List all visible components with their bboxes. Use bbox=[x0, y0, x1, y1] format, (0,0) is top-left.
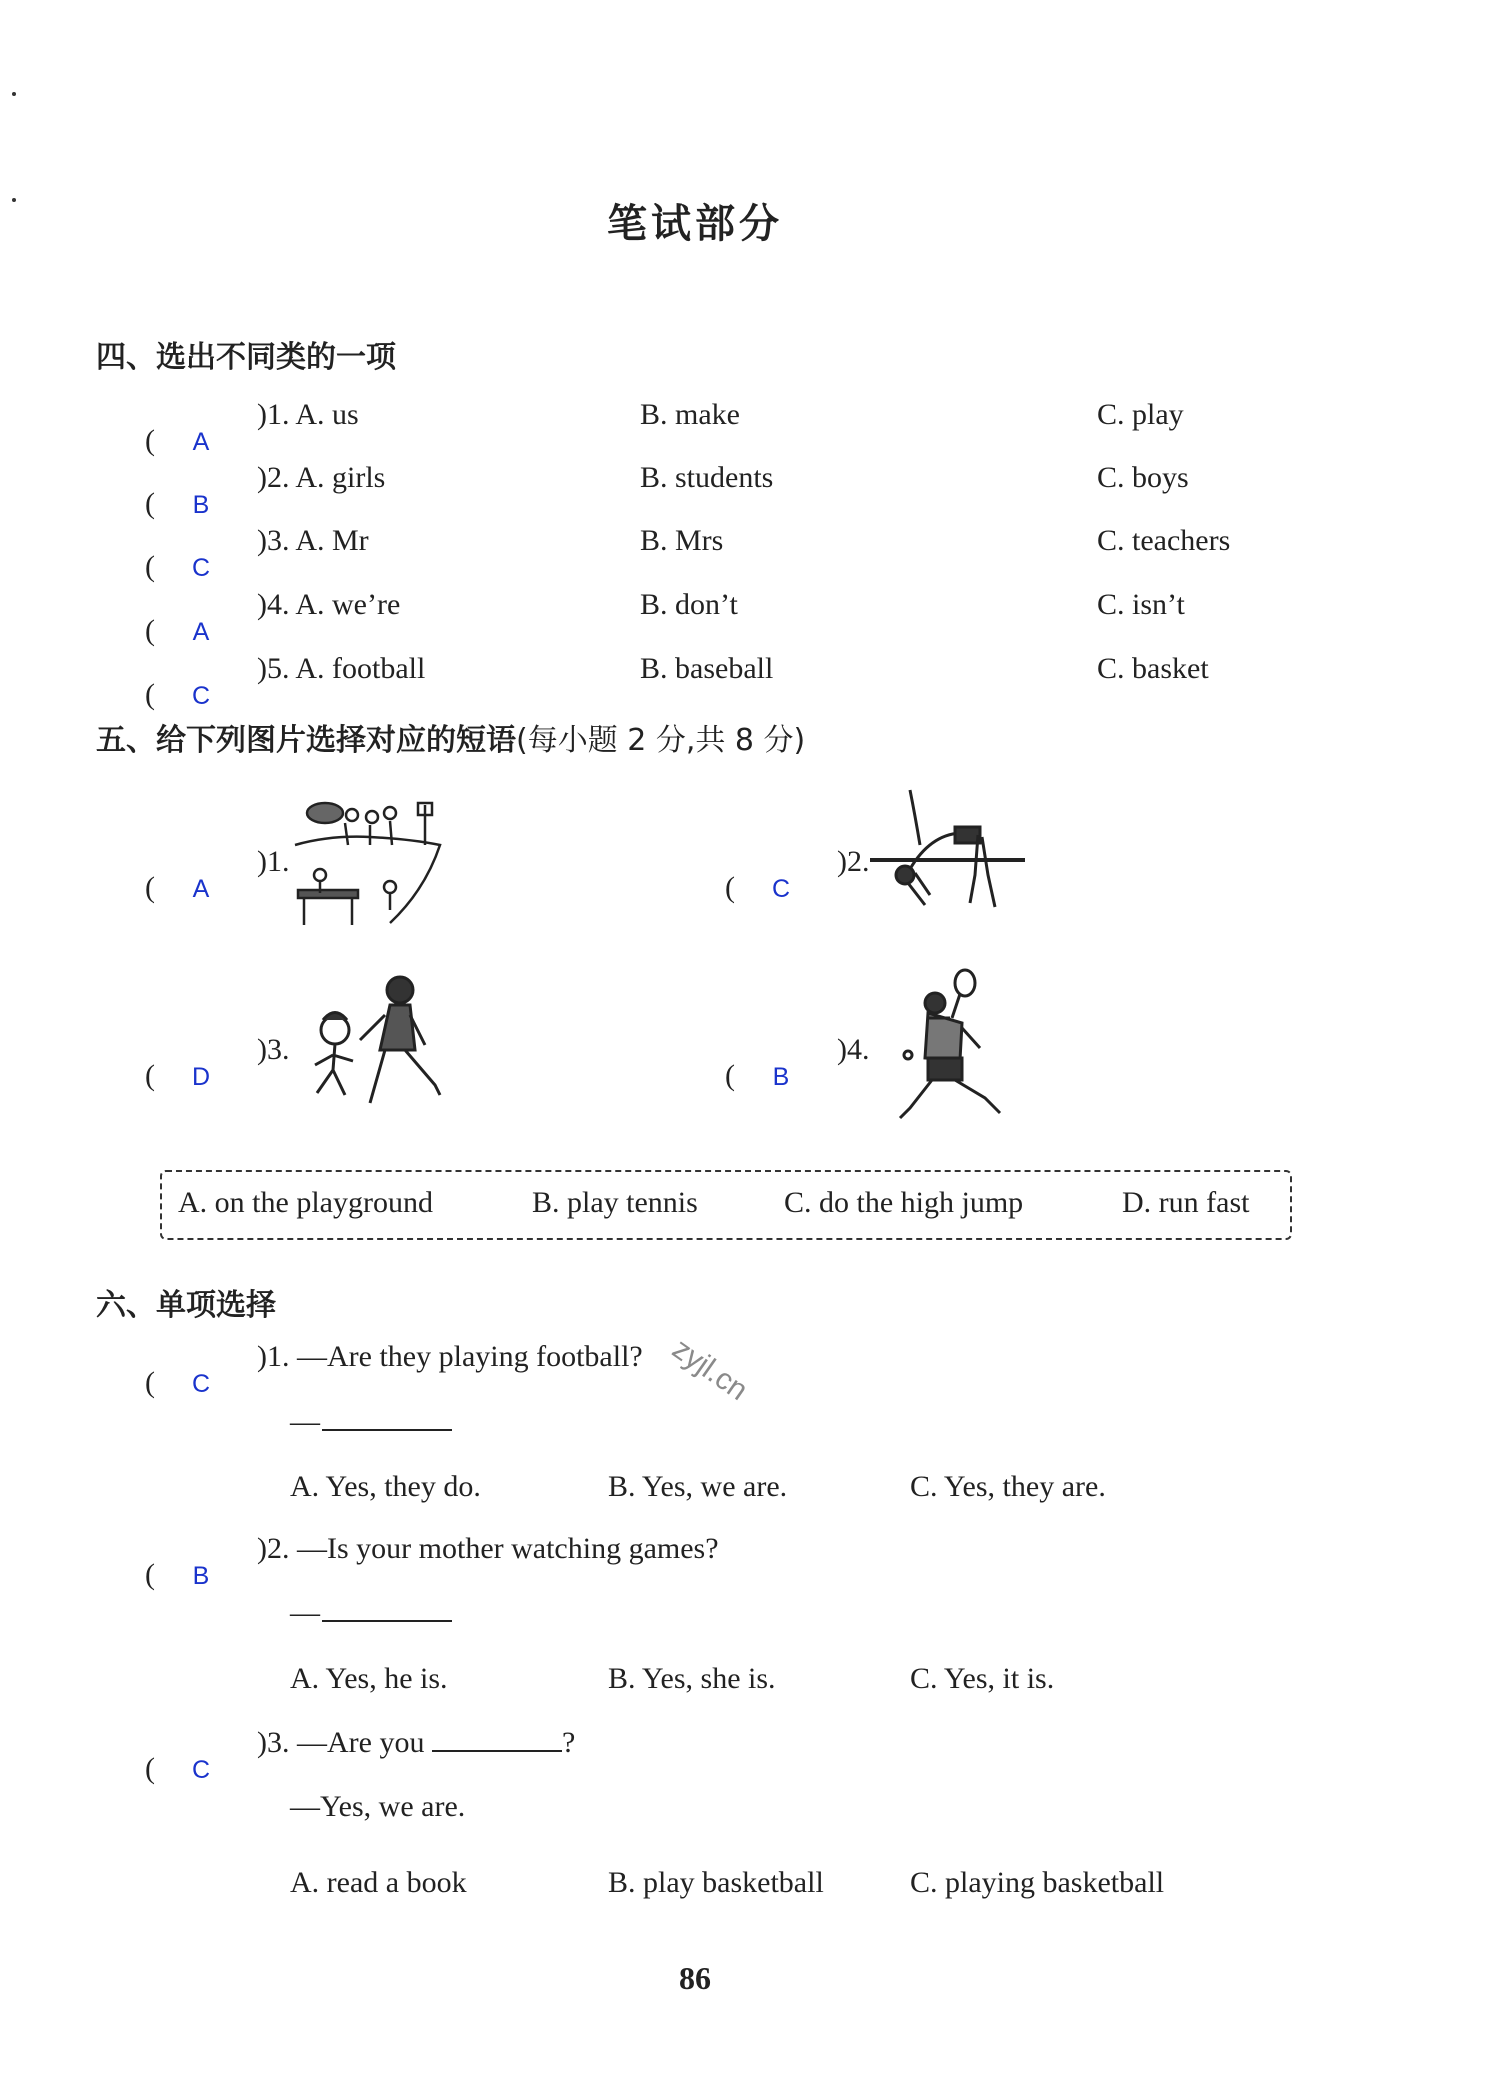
option-a: A. read a book bbox=[290, 1866, 467, 1899]
s6-item-1: ( C )1. —Are they playing football? bbox=[145, 1340, 643, 1399]
s4-item-3: ( C )3. A. Mr bbox=[145, 524, 369, 583]
tennis-picture bbox=[890, 968, 1030, 1128]
answer: A bbox=[192, 428, 210, 456]
option-b: B. Yes, we are. bbox=[608, 1470, 788, 1503]
phrase-option-d: D. run fast bbox=[1122, 1186, 1250, 1219]
running-picture bbox=[305, 975, 445, 1110]
phrase-options-box bbox=[160, 1170, 1292, 1240]
s5-item-4: ( B )4. bbox=[725, 1033, 870, 1092]
reply-text: —Yes, we are. bbox=[290, 1790, 466, 1823]
phrase-option-c: C. do the high jump bbox=[784, 1186, 1024, 1219]
answer: C bbox=[771, 875, 791, 903]
option-c: C. teachers bbox=[1097, 524, 1231, 557]
answer: C bbox=[191, 554, 211, 582]
option-c: C. Yes, they are. bbox=[910, 1470, 1106, 1503]
section6-heading: 六、单项选择 bbox=[96, 1288, 276, 1323]
s4-item-1: ( A )1. A. us bbox=[145, 398, 359, 457]
option-c: C. Yes, it is. bbox=[910, 1662, 1055, 1695]
answer: C bbox=[191, 682, 211, 710]
s4-item-4: ( A )4. A. we’re bbox=[145, 588, 401, 647]
option-a: A. Yes, they do. bbox=[290, 1470, 481, 1503]
answer-blank bbox=[322, 1409, 452, 1431]
option-b: B. Mrs bbox=[640, 524, 724, 557]
answer: C bbox=[191, 1370, 211, 1398]
margin-dot bbox=[12, 92, 16, 96]
s5-item-1: ( A )1. bbox=[145, 845, 290, 904]
answer: B bbox=[772, 1063, 790, 1091]
watermark: zyjl.cn bbox=[666, 1332, 754, 1408]
option-b: B. don’t bbox=[640, 588, 738, 621]
option-b: B. play basketball bbox=[608, 1866, 824, 1899]
high-jump-picture bbox=[870, 785, 1030, 930]
answer: B bbox=[192, 491, 210, 519]
phrase-option-b: B. play tennis bbox=[532, 1186, 698, 1219]
s4-item-2: ( B )2. A. girls bbox=[145, 461, 386, 520]
option-c: C. play bbox=[1097, 398, 1184, 431]
reply-blank: — bbox=[290, 1405, 452, 1439]
option-c: C. boys bbox=[1097, 461, 1189, 494]
page-title: 笔试部分 bbox=[607, 201, 783, 247]
option-b: B. students bbox=[640, 461, 774, 494]
section4-heading: 四、选出不同类的一项 bbox=[96, 340, 396, 375]
page-number: 86 bbox=[679, 1960, 711, 1996]
s5-item-2: ( C )2. bbox=[725, 845, 870, 904]
option-c: C. isn’t bbox=[1097, 588, 1185, 621]
answer-blank bbox=[432, 1750, 562, 1752]
option-b: B. baseball bbox=[640, 652, 774, 685]
reply-blank: — bbox=[290, 1596, 452, 1630]
s6-item-3: ( C )3. —Are you ? bbox=[145, 1726, 576, 1785]
playground-picture bbox=[290, 795, 450, 930]
phrase-option-a: A. on the playground bbox=[178, 1186, 433, 1219]
section5-heading: 五、给下列图片选择对应的短语(每小题 2 分,共 8 分) bbox=[96, 723, 806, 758]
option-b: B. Yes, she is. bbox=[608, 1662, 776, 1695]
answer: B bbox=[192, 1562, 210, 1590]
s4-item-5: ( C )5. A. football bbox=[145, 652, 426, 711]
answer: D bbox=[191, 1063, 211, 1091]
option-b: B. make bbox=[640, 398, 740, 431]
s6-item-2: ( B )2. —Is your mother watching games? bbox=[145, 1532, 719, 1591]
option-a: A. Yes, he is. bbox=[290, 1662, 448, 1695]
answer: C bbox=[191, 1756, 211, 1784]
s5-item-3: ( D )3. bbox=[145, 1033, 290, 1092]
answer-blank bbox=[322, 1600, 452, 1622]
answer: A bbox=[192, 875, 210, 903]
option-c: C. playing basketball bbox=[910, 1866, 1165, 1899]
option-c: C. basket bbox=[1097, 652, 1209, 685]
answer: A bbox=[192, 618, 210, 646]
